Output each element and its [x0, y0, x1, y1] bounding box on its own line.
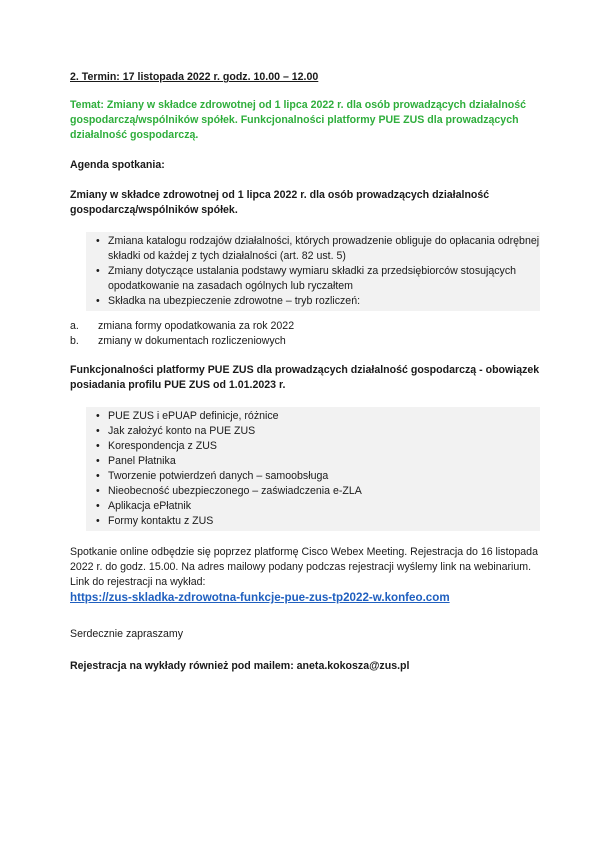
final-note: Rejestracja na wykłady również pod mailem: aneta.kokosza@zus.pl	[70, 660, 410, 672]
link-label: Link do rejestracji na wykład:	[70, 576, 206, 588]
document-page	[70, 70, 540, 685]
bullet-icon: •	[96, 500, 100, 512]
info-paragraph: Spotkanie online odbędzie się poprzez platformę Cisco Webex Meeting. Rejestracja do 16 listopada 2022 r. do godz. 15.00. Na adres mailowy podany podczas rejestracji wyślemy link na webinarium.	[70, 546, 538, 573]
bullet-icon: •	[96, 265, 100, 277]
list-item: • Aplikacja ePłatnik	[96, 500, 192, 512]
list-item: • Panel Płatnika	[96, 455, 176, 467]
meeting-topic: Temat: Zmiany w składce zdrowotnej od 1 lipca 2022 r. dla osób prowadzących działalność gospodarczą/wspólników spółek. Funkcjonalności platformy PUE ZUS dla prowadzących działalność gospodarczą.	[70, 99, 527, 141]
section2-bullet-list	[86, 407, 540, 531]
list-item: • Zmiany dotyczące ustalania podstawy wymiaru składki za przedsiębiorców stosujących opodatkowanie na zasadach ogólnych lub ryczałtem	[96, 265, 517, 292]
bullet-icon: •	[96, 455, 100, 467]
section1-heading: Zmiany w składce zdrowotnej od 1 lipca 2022 r. dla osób prowadzących działalność gospodarczą/wspólników spółek.	[70, 189, 490, 216]
list-item: • PUE ZUS i ePUAP definicje, różnice	[96, 410, 279, 422]
section1-bullet-list	[86, 232, 540, 311]
closing-text: Serdecznie zapraszamy	[70, 628, 184, 640]
bullet-icon: •	[96, 295, 100, 307]
section1-sub-list	[70, 319, 540, 349]
list-item: • Formy kontaktu z ZUS	[96, 515, 214, 527]
bullet-icon: •	[96, 515, 100, 527]
registration-link[interactable]: https://zus-skladka-zdrowotna-funkcje-pue-zus-tp2022-w.konfeo.com	[70, 591, 450, 604]
bullet-icon: •	[96, 485, 100, 497]
bullet-icon: •	[96, 440, 100, 452]
list-item: • Korespondencja z ZUS	[96, 440, 217, 452]
agenda-title: Agenda spotkania:	[70, 159, 165, 171]
sub-list-item: a. zmiana formy opodatkowania za rok 2022	[70, 320, 295, 332]
section2-heading: Funkcjonalności platformy PUE ZUS dla prowadzących działalność gospodarczą - obowiązek posiadania profilu PUE ZUS od 1.01.2023 r.	[70, 364, 540, 391]
bullet-icon: •	[96, 425, 100, 437]
list-item: • Składka na ubezpieczenie zdrowotne – tryb rozliczeń:	[96, 295, 361, 307]
bullet-icon: •	[96, 470, 100, 482]
list-item: • Tworzenie potwierdzeń danych – samoobsługa	[96, 470, 329, 482]
meeting-term: 2. Termin: 17 listopada 2022 r. godz. 10.00 – 12.00	[70, 71, 319, 83]
sub-list-item: b. zmiany w dokumentach rozliczeniowych	[70, 335, 286, 347]
list-item: • Nieobecność ubezpieczonego – zaświadczenia e-ZLA	[96, 485, 362, 497]
list-item: • Jak założyć konto na PUE ZUS	[96, 425, 256, 437]
list-item: • Zmiana katalogu rodzajów działalności, których prowadzenie obliguje do opłacania odrębnej składki od każdej z tych działalności (art. 82 ust. 5)	[96, 235, 540, 262]
bullet-icon: •	[96, 235, 100, 247]
bullet-icon: •	[96, 410, 100, 422]
